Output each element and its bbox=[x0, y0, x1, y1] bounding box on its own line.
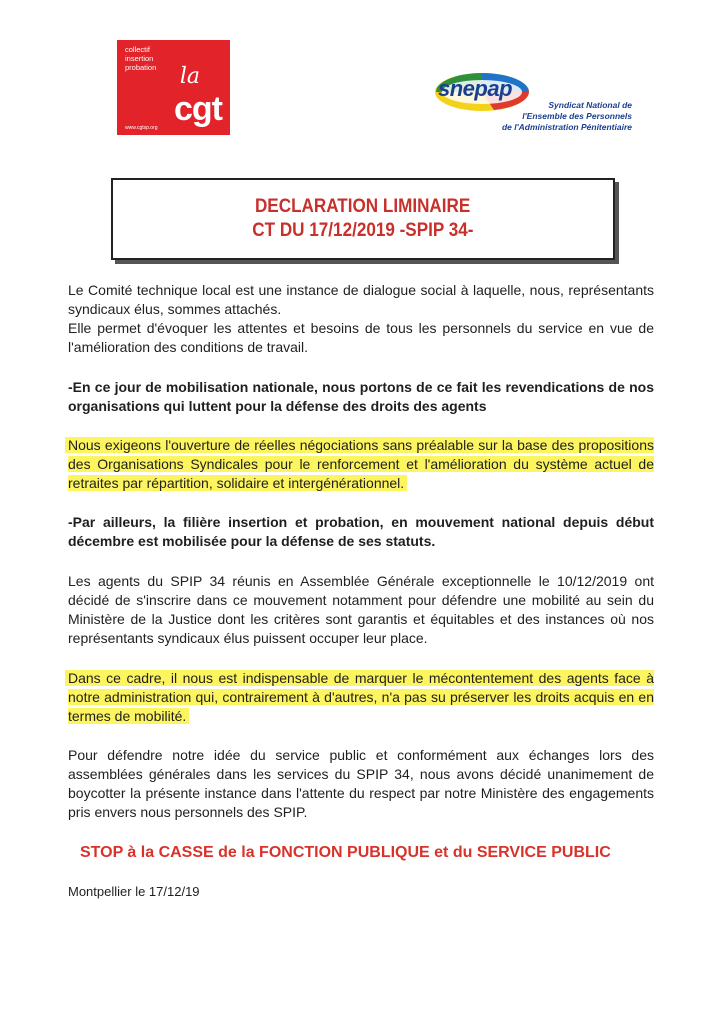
paragraph-retraites bbox=[68, 436, 654, 493]
paragraph-intro bbox=[68, 281, 654, 357]
cgt-logo bbox=[117, 40, 230, 135]
snepap-name: snepap bbox=[438, 76, 513, 101]
paragraph-intro-sentence-1: Le Comité technique local est une instance de dialogue social à laquelle, nous, représentants syndicaux élus, sommes attachés. bbox=[68, 282, 654, 317]
cgt-logo-subtitle bbox=[125, 45, 156, 72]
highlight-mecontentement: Dans ce cadre, il nous est indispensable de marquer le mécontentement des agents face à notre administration qui, contrairement à d'autres, n'a pas su préserver les droits acquis en en termes de mobilité. bbox=[65, 670, 654, 724]
paragraph-assemblee: Les agents du SPIP 34 réunis en Assemblée Générale exceptionnelle le 10/12/2019 ont décidé de s'inscrire dans ce mouvement notamment pour défendre une mobilité au sein du Ministère de la Justice dont les critères sont garantis et équitables et des instances où nos représentants syndicaux élus puissent occuper leur place. bbox=[68, 573, 654, 646]
snepap-caption-line-1: Syndicat National de bbox=[548, 100, 632, 110]
snepap-caption-line-2: l'Ensemble des Personnels bbox=[522, 111, 632, 121]
snepap-logo bbox=[434, 70, 634, 150]
slogan: STOP à la CASSE de la FONCTION PUBLIQUE et du SERVICE PUBLIC bbox=[80, 844, 611, 861]
title-line-1: DECLARATION LIMINAIRE bbox=[255, 196, 471, 217]
cgt-name: cgt bbox=[174, 90, 222, 128]
snepap-caption bbox=[492, 100, 632, 133]
cgt-la: la bbox=[179, 64, 200, 89]
paragraph-mecontentement bbox=[68, 669, 654, 726]
paragraph-boycott: Pour défendre notre idée du service public et conformément aux échanges lors des assemblées générales dans les services du SPIP 34, nous avons décidé unanimement de boycotter la présente instance dans l'attente du respect par notre Ministère des engagements pris envers nous personnels des SPIP. bbox=[68, 747, 654, 820]
date-line: Montpellier le 17/12/19 bbox=[68, 884, 200, 899]
highlight-retraites: Nous exigeons l'ouverture de réelles négociations sans préalable sur la base des propositions des Organisations Syndicales pour le renforcement et l'amélioration du système actuel de retraites par répartition, solidaire et intergénérationnel. bbox=[65, 437, 654, 491]
title-box bbox=[111, 178, 615, 260]
title-line-2: CT DU 17/12/2019 -SPIP 34- bbox=[252, 220, 474, 241]
paragraph-mobilisation: -En ce jour de mobilisation nationale, nous portons de ce fait les revendications de nos organisations qui luttent pour la défense des droits des agents bbox=[68, 379, 654, 414]
snepap-caption-line-3: de l'Administration Pénitentiaire bbox=[501, 122, 632, 132]
cgt-line-3: probation bbox=[125, 63, 157, 72]
cgt-line-2: insertion bbox=[125, 54, 154, 63]
paragraph-filiere: -Par ailleurs, la filière insertion et probation, en mouvement national depuis début décembre est mobilisée pour la défense de ses statuts. bbox=[68, 514, 654, 549]
cgt-url: www.cgtsp.org bbox=[125, 125, 158, 131]
paragraph-intro-sentence-2: Elle permet d'évoquer les attentes et besoins de tous les personnels du service en vue de l'amélioration des conditions de travail. bbox=[68, 320, 654, 355]
cgt-line-1: collectif bbox=[125, 45, 151, 54]
